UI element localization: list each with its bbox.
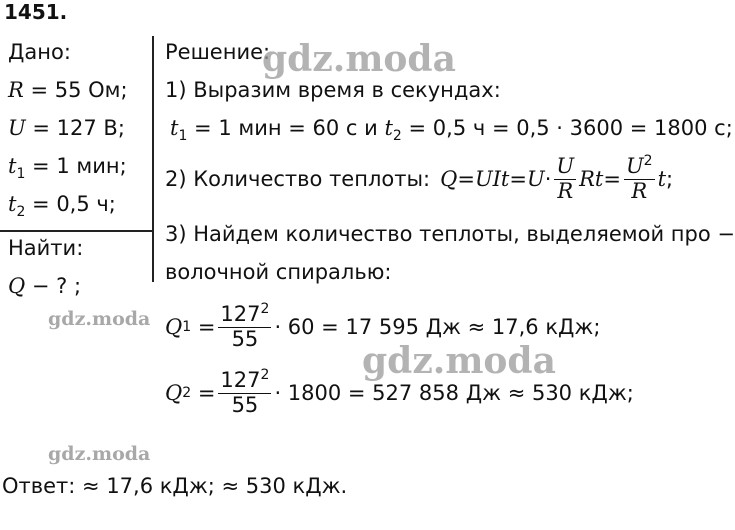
solution-header: Решение: [165, 40, 271, 64]
solution-step1: 1) Выразим время в секундах: [165, 78, 501, 102]
given-time2: $t_2 = 0,5$ ч; [8, 192, 116, 221]
solution-step3-line1: 3) Найдем количество теплоты, выделяемой про − [165, 222, 735, 246]
solution-step1-equation: $t_1 = 1$ мин = 60 с и $t_2 = 0,5$ ч = 0,5 · 3600 = 1800 с; [170, 116, 733, 145]
given-voltage: U = 127 В; [8, 116, 125, 140]
problem-number: 1451. [4, 0, 68, 24]
watermark-bottom: gdz.moda [48, 443, 151, 465]
find-header: Найти: [8, 236, 84, 260]
solution-step2: 2) Количество теплоты: Q = UIt = U · $\frac{U}{R}$ Rt = $\frac{U^2}{R}$ t ; [165, 153, 674, 203]
given-divider-vertical [152, 36, 154, 282]
solution-step3-line2: волочной спиралью: [165, 260, 392, 284]
given-header: Дано: [8, 40, 71, 64]
given-resistance: R = 55 Ом; [8, 78, 128, 102]
watermark-middle: gdz.moda [362, 340, 556, 382]
fraction-q2: $\frac{127^2}{55}$ [220, 367, 270, 417]
fraction-q1: $\frac{127^2}{55}$ [220, 301, 270, 351]
solution-q1: Q 1 = $\frac{127^2}{55}$ · 60 = 17 595 Дж ≈ 17,6 кДж; [165, 301, 601, 351]
given-divider-horizontal [0, 230, 153, 232]
solution-q2: Q 2 = $\frac{127^2}{55}$ · 1800 = 527 858 Дж ≈ 530 кДж; [165, 367, 634, 417]
given-time1: $t_1 = 1$ мин; [8, 154, 127, 183]
watermark-left: gdz.moda [48, 308, 151, 330]
fraction-u-over-r: $\frac{U}{R}$ [556, 154, 575, 203]
find-quantity: Q − ? ; [8, 274, 82, 298]
fraction-u2-over-r: $\frac{U^2}{R}$ [625, 153, 653, 203]
watermark-top: gdz.moda [262, 38, 456, 80]
answer-line: Ответ: ≈ 17,6 кДж; ≈ 530 кДж. [2, 474, 348, 498]
